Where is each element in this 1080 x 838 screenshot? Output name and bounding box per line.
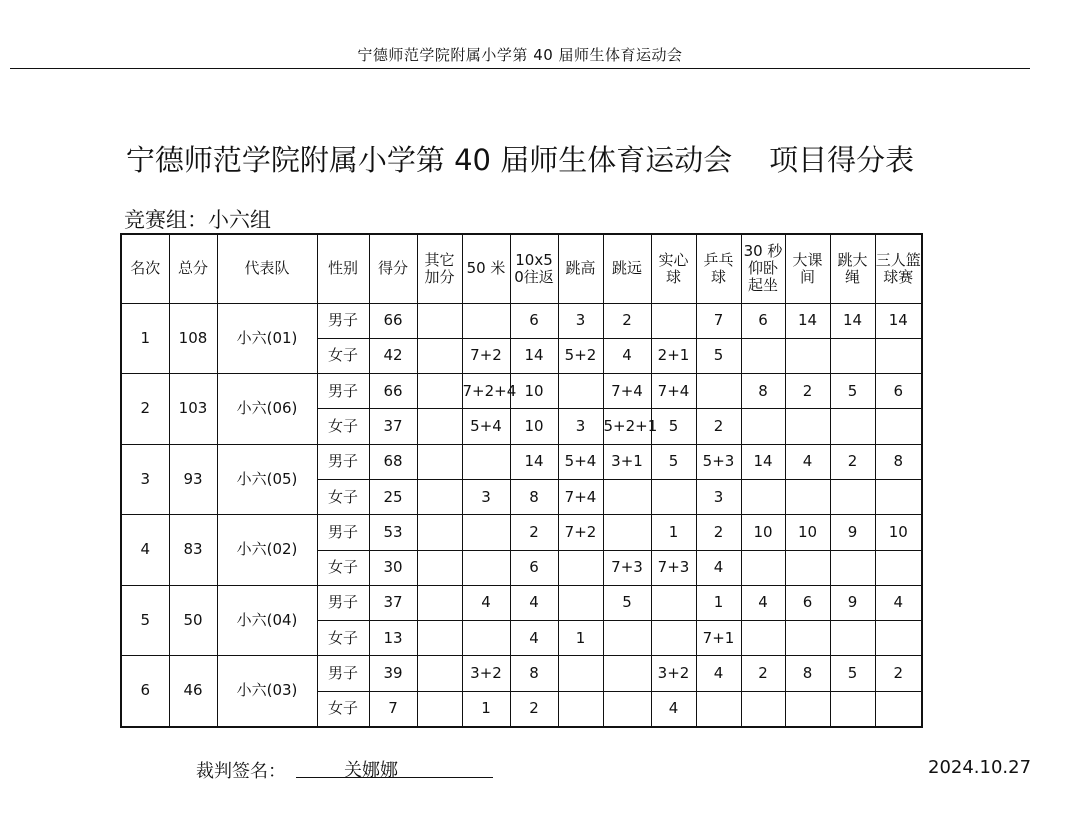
- event-score-cell: [741, 550, 785, 585]
- event-score-cell: 4: [510, 621, 558, 656]
- event-score-cell: 4: [603, 338, 651, 373]
- event-score-cell: 14: [510, 444, 558, 479]
- event-score-cell: [558, 550, 603, 585]
- score-table-body: [121, 303, 922, 727]
- event-score-cell: 6: [510, 303, 558, 338]
- competition-group: [124, 204, 271, 234]
- event-score-cell: 5: [603, 585, 651, 620]
- event-score-cell: 5+4: [558, 444, 603, 479]
- event-score-cell: [603, 515, 651, 550]
- event-score-cell: [785, 550, 830, 585]
- event-score-cell: [830, 550, 875, 585]
- team-cell: 小六(02): [217, 515, 317, 586]
- event-score-cell: 10: [510, 374, 558, 409]
- event-score-cell: 9: [830, 585, 875, 620]
- event-score-cell: 9: [830, 515, 875, 550]
- rank-cell: 4: [121, 515, 169, 586]
- table-row: [121, 374, 922, 409]
- event-score-cell: 7+4: [603, 374, 651, 409]
- event-score-cell: 4: [462, 585, 510, 620]
- event-score-cell: 7+4: [651, 374, 696, 409]
- event-score-cell: 8: [510, 656, 558, 691]
- team-cell: 小六(04): [217, 585, 317, 656]
- gender-cell: 男子: [317, 303, 369, 338]
- event-score-cell: [741, 409, 785, 444]
- event-score-cell: [558, 585, 603, 620]
- event-score-cell: [417, 338, 462, 373]
- event-score-cell: 10: [785, 515, 830, 550]
- event-score-cell: [417, 691, 462, 726]
- event-score-cell: [417, 621, 462, 656]
- team-cell: 小六(06): [217, 374, 317, 445]
- total-cell: 103: [169, 374, 217, 445]
- event-score-cell: [830, 621, 875, 656]
- event-score-cell: 14: [830, 303, 875, 338]
- event-score-cell: [558, 374, 603, 409]
- score-cell: 30: [369, 550, 417, 585]
- event-score-cell: [417, 303, 462, 338]
- event-score-cell: [558, 656, 603, 691]
- event-score-cell: 8: [510, 479, 558, 514]
- col-header-3v3-basketball: 三人篮球赛: [875, 234, 922, 303]
- event-score-cell: [785, 691, 830, 726]
- event-score-cell: [417, 656, 462, 691]
- event-score-cell: 5+4: [462, 409, 510, 444]
- event-score-cell: 8: [741, 374, 785, 409]
- event-score-cell: [875, 550, 922, 585]
- event-score-cell: 5+2: [558, 338, 603, 373]
- table-row: [121, 656, 922, 691]
- gender-cell: 男子: [317, 656, 369, 691]
- event-score-cell: 10: [875, 515, 922, 550]
- event-score-cell: 7+1: [696, 621, 741, 656]
- event-score-cell: [417, 585, 462, 620]
- event-score-cell: 7+2: [462, 338, 510, 373]
- event-score-cell: 3+1: [603, 444, 651, 479]
- event-score-cell: 4: [510, 585, 558, 620]
- score-cell: 53: [369, 515, 417, 550]
- event-score-cell: [830, 409, 875, 444]
- event-score-cell: 2: [603, 303, 651, 338]
- event-score-cell: 4: [741, 585, 785, 620]
- score-table: [120, 233, 923, 728]
- event-score-cell: 3: [696, 479, 741, 514]
- event-score-cell: [417, 479, 462, 514]
- event-score-cell: 4: [696, 550, 741, 585]
- team-cell: 小六(03): [217, 656, 317, 727]
- event-score-cell: 14: [741, 444, 785, 479]
- event-score-cell: 10: [510, 409, 558, 444]
- total-cell: 108: [169, 303, 217, 374]
- event-score-cell: [830, 479, 875, 514]
- event-score-cell: [603, 479, 651, 514]
- event-score-cell: 14: [875, 303, 922, 338]
- rank-cell: 5: [121, 585, 169, 656]
- event-score-cell: 4: [785, 444, 830, 479]
- rank-cell: 1: [121, 303, 169, 374]
- col-header-recess-exercise: 大课间: [785, 234, 830, 303]
- col-header-team: 代表队: [217, 234, 317, 303]
- score-cell: 42: [369, 338, 417, 373]
- event-score-cell: 2: [875, 656, 922, 691]
- event-score-cell: 6: [785, 585, 830, 620]
- event-score-cell: 5: [651, 444, 696, 479]
- event-score-cell: [785, 621, 830, 656]
- event-score-cell: 5: [830, 374, 875, 409]
- event-score-cell: [462, 303, 510, 338]
- gender-cell: 女子: [317, 691, 369, 726]
- event-score-cell: 5: [651, 409, 696, 444]
- event-score-cell: 7: [696, 303, 741, 338]
- col-header-score: 得分: [369, 234, 417, 303]
- table-row: [121, 585, 922, 620]
- referee-name: 关娜娜: [344, 760, 398, 781]
- event-score-cell: 4: [651, 691, 696, 726]
- score-cell: 37: [369, 585, 417, 620]
- event-score-cell: 3+2: [462, 656, 510, 691]
- col-header-total: 总分: [169, 234, 217, 303]
- event-score-cell: [830, 338, 875, 373]
- col-header-rank: 名次: [121, 234, 169, 303]
- event-score-cell: [785, 409, 830, 444]
- event-score-cell: 2+1: [651, 338, 696, 373]
- document-title: 宁德师范学院附属小学第 40 届师生体育运动会 项目得分表: [125, 143, 915, 177]
- event-score-cell: 2: [510, 515, 558, 550]
- total-cell: 83: [169, 515, 217, 586]
- rank-cell: 3: [121, 444, 169, 515]
- event-score-cell: [875, 691, 922, 726]
- rank-cell: 2: [121, 374, 169, 445]
- event-score-cell: 14: [785, 303, 830, 338]
- event-score-cell: [651, 303, 696, 338]
- document-date: 2024.10.27: [928, 757, 1032, 778]
- header-divider: [10, 68, 1030, 69]
- event-score-cell: [558, 691, 603, 726]
- gender-cell: 女子: [317, 338, 369, 373]
- event-score-cell: 5: [830, 656, 875, 691]
- event-score-cell: 2: [830, 444, 875, 479]
- col-header-table-tennis: 乒乓球: [696, 234, 741, 303]
- table-header-row: [121, 234, 922, 303]
- event-score-cell: [696, 374, 741, 409]
- event-score-cell: [875, 338, 922, 373]
- gender-cell: 女子: [317, 621, 369, 656]
- event-score-cell: [830, 691, 875, 726]
- event-score-cell: 2: [785, 374, 830, 409]
- group-label: 竞赛组：: [124, 208, 208, 232]
- gender-cell: 男子: [317, 374, 369, 409]
- event-score-cell: [462, 515, 510, 550]
- gender-cell: 男子: [317, 585, 369, 620]
- referee-signature-label: 裁判签名：: [196, 761, 286, 782]
- event-score-cell: [417, 444, 462, 479]
- event-score-cell: 7+4: [558, 479, 603, 514]
- event-score-cell: 1: [696, 585, 741, 620]
- event-score-cell: [462, 444, 510, 479]
- col-header-gender: 性别: [317, 234, 369, 303]
- event-score-cell: [417, 550, 462, 585]
- team-cell: 小六(05): [217, 444, 317, 515]
- event-score-cell: [651, 479, 696, 514]
- col-header-sit-ups: 30 秒仰卧起坐: [741, 234, 785, 303]
- event-score-cell: 3+2: [651, 656, 696, 691]
- event-score-cell: 2: [510, 691, 558, 726]
- event-score-cell: 3: [462, 479, 510, 514]
- event-score-cell: 7+3: [651, 550, 696, 585]
- page-header: 宁德师范学院附属小学第 40 届师生体育运动会: [357, 46, 683, 64]
- event-score-cell: 14: [510, 338, 558, 373]
- score-cell: 7: [369, 691, 417, 726]
- gender-cell: 男子: [317, 444, 369, 479]
- score-cell: 66: [369, 374, 417, 409]
- event-score-cell: 7+2: [558, 515, 603, 550]
- event-score-cell: 10: [741, 515, 785, 550]
- event-score-cell: [785, 338, 830, 373]
- total-cell: 46: [169, 656, 217, 727]
- event-score-cell: [875, 479, 922, 514]
- event-score-cell: 2: [696, 409, 741, 444]
- event-score-cell: 8: [875, 444, 922, 479]
- event-score-cell: 6: [510, 550, 558, 585]
- event-score-cell: [741, 621, 785, 656]
- event-score-cell: 3: [558, 409, 603, 444]
- event-score-cell: 1: [651, 515, 696, 550]
- score-cell: 66: [369, 303, 417, 338]
- event-score-cell: [417, 515, 462, 550]
- event-score-cell: [417, 374, 462, 409]
- score-cell: 13: [369, 621, 417, 656]
- event-score-cell: [603, 691, 651, 726]
- event-score-cell: [875, 409, 922, 444]
- event-score-cell: 5+2+1: [603, 409, 651, 444]
- score-cell: 68: [369, 444, 417, 479]
- score-cell: 39: [369, 656, 417, 691]
- event-score-cell: 4: [696, 656, 741, 691]
- event-score-cell: [741, 691, 785, 726]
- event-score-cell: 2: [741, 656, 785, 691]
- event-score-cell: [785, 479, 830, 514]
- event-score-cell: 8: [785, 656, 830, 691]
- event-score-cell: [651, 585, 696, 620]
- gender-cell: 女子: [317, 409, 369, 444]
- col-header-medicine-ball: 实心球: [651, 234, 696, 303]
- table-row: [121, 444, 922, 479]
- event-score-cell: [603, 621, 651, 656]
- event-score-cell: 6: [875, 374, 922, 409]
- rank-cell: 6: [121, 656, 169, 727]
- event-score-cell: 4: [875, 585, 922, 620]
- event-score-cell: 7+3: [603, 550, 651, 585]
- col-header-long-rope: 跳大绳: [830, 234, 875, 303]
- event-score-cell: 5: [696, 338, 741, 373]
- col-header-50m: 50 米: [462, 234, 510, 303]
- event-score-cell: [603, 656, 651, 691]
- gender-cell: 女子: [317, 550, 369, 585]
- event-score-cell: [696, 691, 741, 726]
- event-score-cell: [417, 409, 462, 444]
- col-header-shuttle-run: 10x50往返: [510, 234, 558, 303]
- referee-signature-line: [296, 756, 493, 781]
- gender-cell: 女子: [317, 479, 369, 514]
- score-cell: 37: [369, 409, 417, 444]
- event-score-cell: 3: [558, 303, 603, 338]
- total-cell: 50: [169, 585, 217, 656]
- event-score-cell: 6: [741, 303, 785, 338]
- event-score-cell: [462, 550, 510, 585]
- col-header-bonus: 其它加分: [417, 234, 462, 303]
- table-row: [121, 303, 922, 338]
- event-score-cell: [875, 621, 922, 656]
- col-header-long-jump: 跳远: [603, 234, 651, 303]
- total-cell: 93: [169, 444, 217, 515]
- event-score-cell: 7+2+4: [462, 374, 510, 409]
- table-row: [121, 515, 922, 550]
- team-cell: 小六(01): [217, 303, 317, 374]
- col-header-high-jump: 跳高: [558, 234, 603, 303]
- event-score-cell: 5+3: [696, 444, 741, 479]
- event-score-cell: 2: [696, 515, 741, 550]
- event-score-cell: [462, 621, 510, 656]
- event-score-cell: [651, 621, 696, 656]
- gender-cell: 男子: [317, 515, 369, 550]
- event-score-cell: 1: [558, 621, 603, 656]
- event-score-cell: [741, 479, 785, 514]
- group-value: 小六组: [208, 208, 271, 232]
- event-score-cell: 1: [462, 691, 510, 726]
- event-score-cell: [741, 338, 785, 373]
- score-cell: 25: [369, 479, 417, 514]
